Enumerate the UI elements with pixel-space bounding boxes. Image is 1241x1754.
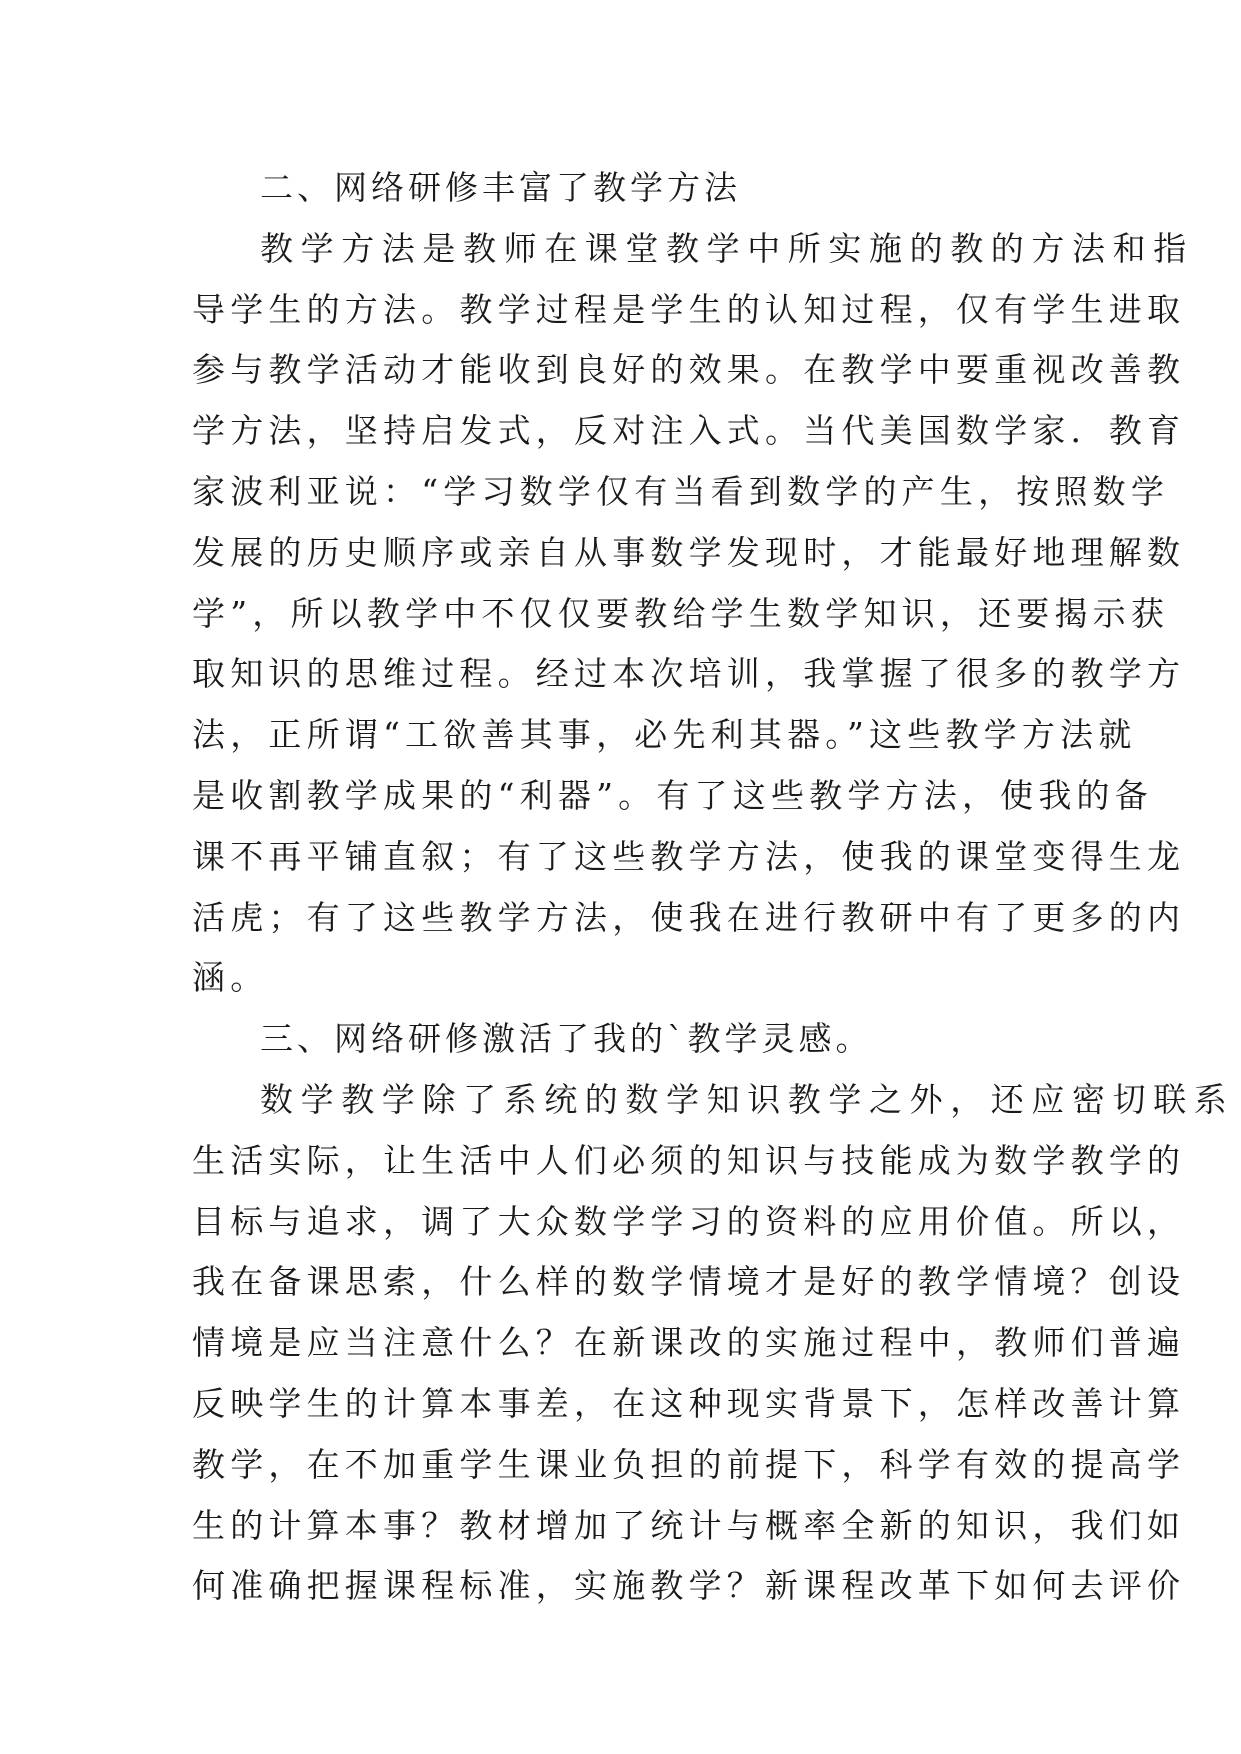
paragraph-line: 我在备课思索，什么样的数学情境才是好的教学情境？创设 [192,1262,1186,1302]
paragraph-line: 教学，在不加重学生课业负担的前提下，科学有效的提高学 [192,1444,1186,1484]
paragraph-line: 情境是应当注意什么？在新课改的实施过程中，教师们普遍 [192,1323,1186,1363]
paragraph-line: 生活实际，让生活中人们必须的知识与技能成为数学教学的 [192,1140,1186,1180]
document-body [192,158,1235,1617]
paragraph-line: 活虎；有了这些教学方法，使我在进行教研中有了更多的内 [192,897,1186,937]
paragraph-line: 取知识的思维过程。经过本次培训，我掌握了很多的教学方 [192,654,1186,694]
section-heading-3: 三、网络研修激活了我的`教学灵感。 [260,1019,873,1059]
paragraph-line: 参与教学活动才能收到良好的效果。在教学中要重视改善教 [192,350,1186,390]
paragraph-line: 反映学生的计算本事差，在这种现实背景下，怎样改善计算 [192,1383,1186,1423]
paragraph-line: 目标与追求，调了大众数学学习的资料的应用价值。所以， [192,1201,1186,1241]
paragraph-line: 何准确把握课程标准，实施教学？新课程改革下如何去评价 [192,1566,1186,1606]
section-heading-2: 二、网络研修丰富了教学方法 [260,168,741,207]
paragraph-line: 教学方法是教师在课堂教学中所实施的教的方法和指 [260,228,1194,268]
paragraph-line: 导学生的方法。教学过程是学生的认知过程，仅有学生进取 [192,289,1186,329]
paragraph-line: 是收割教学成果的“利器”。有了这些教学方法，使我的备 [192,775,1153,815]
paragraph-line: 生的计算本事？教材增加了统计与概率全新的知识，我们如 [192,1505,1186,1545]
paragraph-line: 学”，所以教学中不仅仅要教给学生数学知识，还要揭示获 [192,593,1170,633]
paragraph-line: 数学教学除了系统的数学知识教学之外，还应密切联系 [260,1079,1235,1119]
paragraph-line: 发展的历史顺序或亲自从事数学发现时，才能最好地理解数 [192,532,1186,572]
paragraph-line: 学方法，坚持启发式，反对注入式。当代美国数学家．教育 [192,411,1186,451]
paragraph-line: 课不再平铺直叙；有了这些教学方法，使我的课堂变得生龙 [192,836,1186,876]
paragraph-line: 法，正所谓“工欲善其事，必先利其器。”这些教学方法就 [192,715,1137,755]
paragraph-line: 家波利亚说：“学习数学仅有当看到数学的产生，按照数学 [192,471,1170,511]
paragraph-line: 涵。 [192,958,269,998]
